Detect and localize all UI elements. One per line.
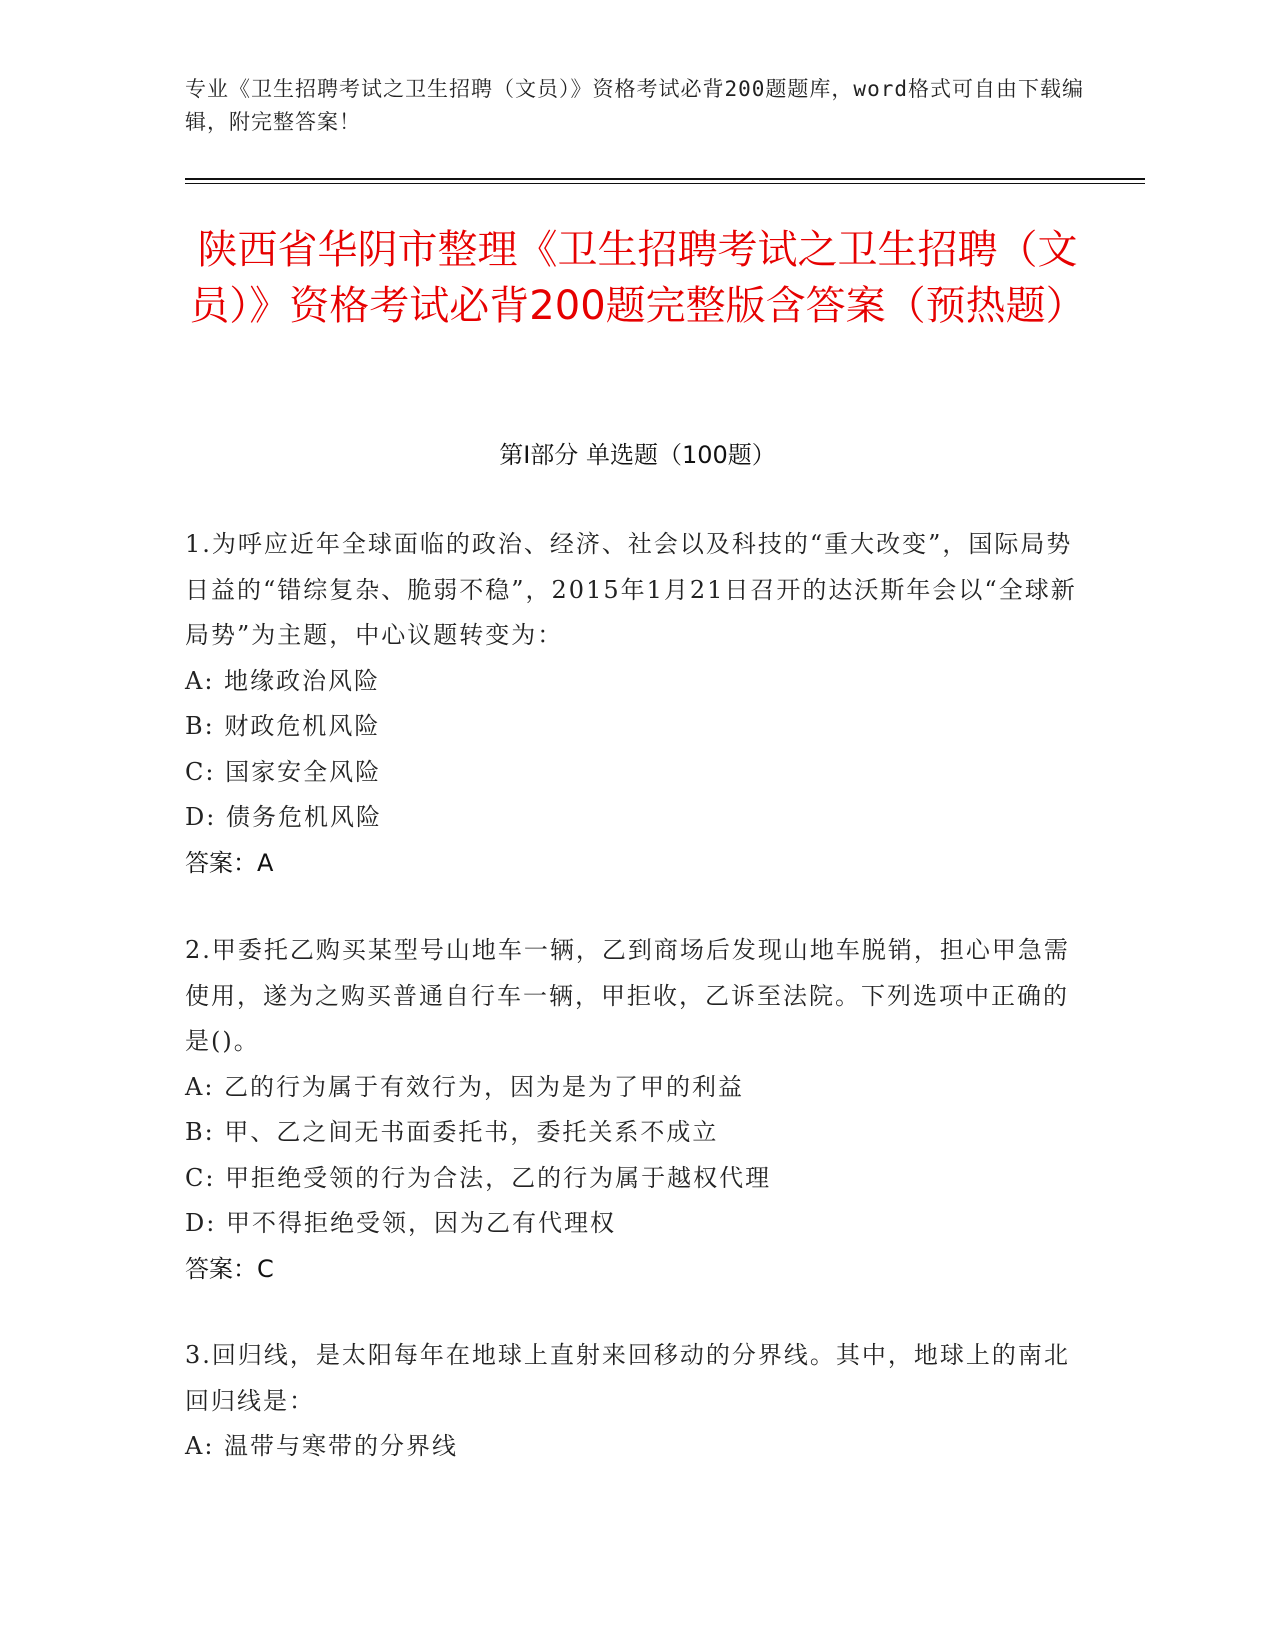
header-note: 专业《卫生招聘考试之卫生招聘（文员）》资格考试必背200题题库，word格式可自由下载编辑，附完整答案！ <box>185 77 1084 134</box>
option-a: A: 地缘政治风险 <box>185 666 381 695</box>
question-text: 1.为呼应近年全球面临的政治、经济、社会以及科技的“重大改变”，国际局势日益的“错综复杂、脆弱不稳”，2015年1月21日召开的达沃斯年会以“全球新局势”为主题，中心议题转变为： <box>185 530 1077 649</box>
option-b: B: 财政危机风险 <box>185 712 381 740</box>
answer: 答案：C <box>185 1254 274 1283</box>
question-2 <box>185 928 1085 1292</box>
document-title: 陕西省华阴市整理《卫生招聘考试之卫生招聘（文员）》资格考试必背200题完整版含答案（预热题） <box>189 227 1086 329</box>
option-a: A: 乙的行为属于有效行为，因为是为了甲的利益 <box>185 1072 745 1101</box>
option-c: C: 国家安全风险 <box>185 757 382 786</box>
answer: 答案：A <box>185 848 274 877</box>
section-heading: 第Ⅰ部分 单选题（100题） <box>499 441 776 469</box>
option-c: C: 甲拒绝受领的行为合法，乙的行为属于越权代理 <box>185 1163 772 1192</box>
option-b: B: 甲、乙之间无书面委托书，委托关系不成立 <box>185 1118 719 1146</box>
question-text: 2.甲委托乙购买某型号山地车一辆，乙到商场后发现山地车脱销，担心甲急需使用，遂为之购买普通自行车一辆，甲拒收，乙诉至法院。下列选项中正确的是()。 <box>185 936 1070 1055</box>
header-divider-thin <box>185 183 1145 184</box>
option-a: A: 温带与寒带的分界线 <box>185 1432 459 1460</box>
question-3 <box>185 1333 1085 1470</box>
option-d: D: 债务危机风险 <box>185 803 382 831</box>
option-d: D: 甲不得拒绝受领，因为乙有代理权 <box>185 1209 616 1237</box>
header-divider-thick <box>185 178 1145 180</box>
question-1 <box>185 522 1085 886</box>
question-text: 3.回归线，是太阳每年在地球上直射来回移动的分界线。其中，地球上的南北回归线是： <box>185 1341 1070 1415</box>
